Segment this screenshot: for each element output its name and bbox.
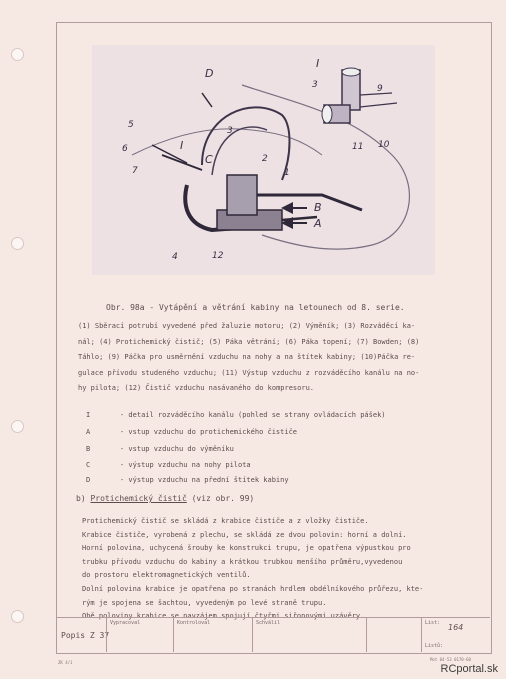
- section-prefix: b): [76, 494, 91, 503]
- body-line: do prostoru elektromagnetických ventilů.: [82, 571, 251, 580]
- legend-item: [86, 461, 251, 469]
- desc-line: Táhlo; (9) Páčka pro usměrnění vzduchu na nohy a na štítek kabiny; (10)Páčka re-: [78, 353, 416, 361]
- punch-hole: [11, 48, 24, 61]
- legend-text: - vstup vzduchu do výměníku: [120, 445, 234, 453]
- body-line: rým je spojena se šachtou, vyvedeným po levé straně trupu.: [82, 598, 327, 607]
- page-number: 164: [448, 623, 464, 632]
- body-line: Protichemický čistič se skládá z krabice čističe a z vložky čističe.: [82, 517, 369, 525]
- label-I-detail: I: [316, 57, 320, 70]
- detail-label-10: 10: [378, 140, 390, 150]
- label-D: D: [205, 67, 214, 80]
- label-3: 3: [227, 126, 233, 136]
- title-block: [56, 617, 490, 652]
- list-label: List:: [425, 620, 441, 626]
- kontroloval-label: Kontroloval: [177, 620, 211, 626]
- technical-figure: [92, 45, 435, 275]
- watermark: RCportal.sk: [440, 663, 498, 675]
- legend-item: [86, 411, 386, 419]
- legend-key: C: [86, 461, 91, 469]
- label-A: A: [314, 217, 322, 230]
- legend-text: - výstup vzduchu na přední štítek kabiny: [120, 476, 289, 484]
- punch-hole: [11, 610, 24, 623]
- label-4: 4: [172, 252, 178, 262]
- legend-key: D: [86, 476, 91, 484]
- body-line: Dolní polovina krabice je opatřena po stranách hrdlem obdélníkového průřezu, kte-: [82, 584, 424, 593]
- body-line: Horní polovina, uchycená šrouby ke konstrukci trupu, je opatřena výpustkou pro: [82, 544, 411, 553]
- section-title: Protichemický čistič: [90, 494, 187, 503]
- label-C: C: [205, 153, 213, 166]
- desc-line: gulace přívodu studeného vzduchu; (11) Výstup vzduchu z rozváděcího kanálu na no-: [78, 368, 420, 377]
- section-ref: (viz obr. 99): [186, 494, 255, 503]
- legend-key: A: [86, 428, 91, 436]
- detail-label-9: 9: [377, 84, 383, 94]
- legend-item: [86, 445, 234, 453]
- label-5: 5: [128, 120, 134, 130]
- document-id: Popis Z 37: [61, 631, 110, 640]
- cabin-heating-diagram: [92, 45, 435, 275]
- legend-text: - detail rozváděcího kanálu (pohled se strany ovládacích pášek): [120, 411, 386, 419]
- body-line: Krabice čističe, vyrobená z plechu, se skládá ze dvou polovin: horní a dolní.: [82, 530, 407, 539]
- label-7: 7: [132, 166, 138, 176]
- legend-text: - výstup vzduchu na nohy pilota: [120, 461, 251, 469]
- vypracoval-label: Vypracoval: [110, 620, 141, 626]
- punch-hole: [11, 420, 24, 433]
- detail-label-3: 3: [312, 80, 318, 90]
- footer-right: Mot 04-53 0170-60: [430, 657, 471, 662]
- label-1: 1: [284, 168, 290, 178]
- desc-line: (1) Sběrací potrubí vyvedené před žaluzie motoru; (2) Výměník; (3) Rozváděcí ka-: [78, 322, 416, 330]
- label-12: 12: [212, 251, 224, 261]
- legend-text: - vstup vzduchu do protichemického čističe: [120, 428, 298, 436]
- legend-key: B: [86, 445, 91, 453]
- desc-line: hy pilota; (12) Čistič vzduchu nasávaného do kompresoru.: [78, 384, 315, 392]
- label-B: B: [314, 201, 322, 214]
- label-2: 2: [262, 154, 268, 164]
- legend-key: I: [86, 411, 91, 419]
- schvalil-label: Schválil: [256, 620, 281, 626]
- desc-line: nál; (4) Protichemický čistič; (5) Páka větrání; (6) Páka topení; (7) Bowden; (8): [78, 337, 420, 346]
- punch-hole: [11, 237, 24, 250]
- legend-item: [86, 428, 297, 436]
- section-body: [82, 515, 423, 624]
- detail-label-11: 11: [352, 142, 364, 152]
- parts-description: [78, 319, 419, 397]
- legend-item: [86, 476, 289, 484]
- body-line: trubku přívodu vzduchu do kabiny a krátkou trubkou menšího průměru,vyvedenou: [82, 557, 403, 566]
- body-line: Obě poloviny krabice se navzájem spojují čtyřmi siřonovými uzávěry.: [82, 612, 365, 621]
- label-6: 6: [122, 144, 128, 154]
- section-heading: [76, 494, 254, 503]
- figure-caption: Obr. 98a - Vytápění a větrání kabiny na letounech od 8. serie.: [106, 303, 405, 312]
- footer-left: ZK 4/1: [58, 660, 73, 665]
- label-I-main: I: [180, 139, 184, 152]
- listu-label: Listů:: [425, 643, 444, 649]
